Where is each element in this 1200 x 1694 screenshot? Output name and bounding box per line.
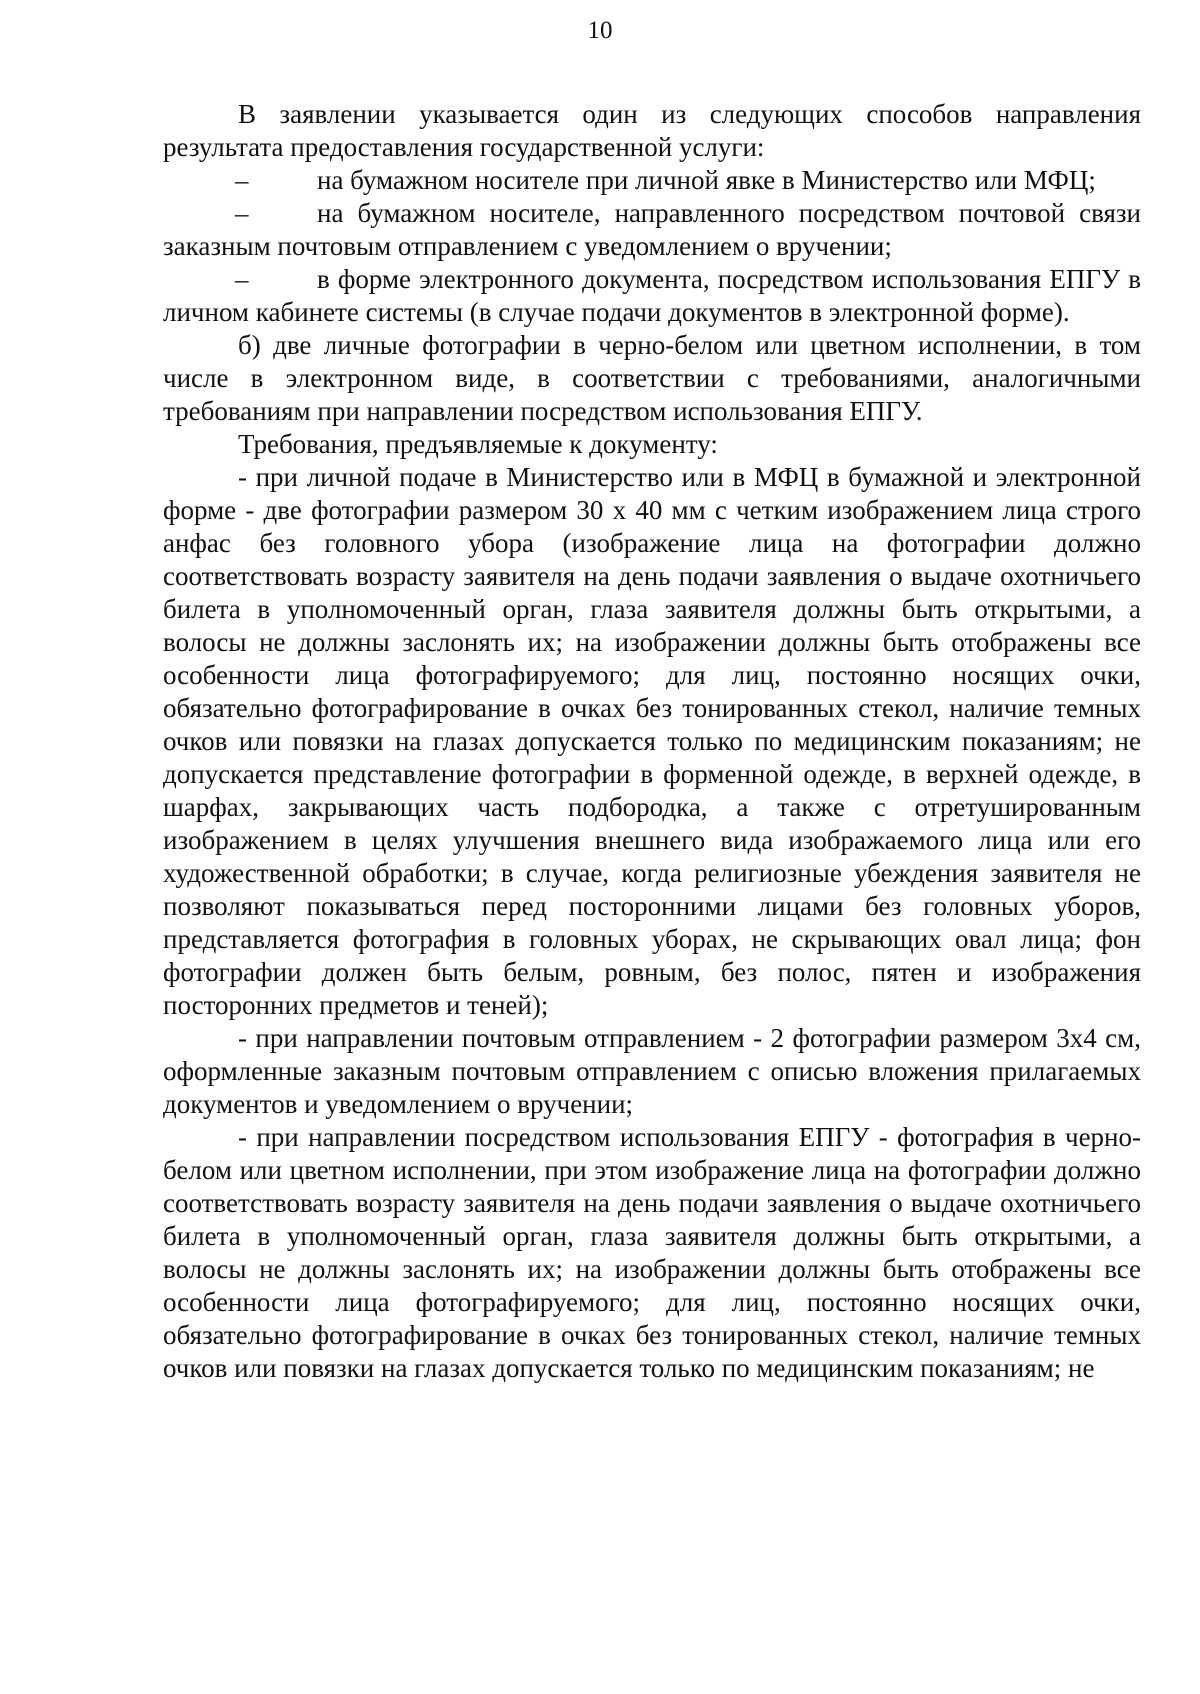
paragraph-in-person-requirements: - при личной подаче в Министерство или в МФЦ в бумажной и электронной форме - две фотографии размером 30 х 40 мм с четким изображением лица строго анфас без головного убора (изображение лица на фотографии должно соответствовать возрасту заявителя на день подачи заявления о выдаче охотничьего билета в уполномоченный орган, глаза заявителя должны быть открытыми, а волосы не должны заслонять их; на изображении должны быть отображены все особенности лица фотографируемого; для лиц, постоянно носящих очки, обязательно фотографирование в очках без тонированных стекол, наличие темных очков или повязки на глазах допускается только по медицинским показаниям; не допускается представление фотографии в форменной одежде, в верхней одежде, в шарфах, закрывающих часть подбородка, а также с отретушированным изображением в целях улучшения внешнего вида изображаемого лица или его художественной обработки; в случае, когда религиозные убеждения заявителя не позволяют показываться перед посторонними лицами без головных уборов, представляется фотография в головных уборах, не скрывающих овал лица; фон фотографии должен быть белым, ровным, без полос, пятен и изображения посторонних предметов и теней); bbox=[163, 462, 1141, 1020]
paragraph-epgu-requirements: - при направлении посредством использования ЕПГУ - фотография в черно-белом или цветном исполнении, при этом изображение лица на фотографии должно соответствовать возрасту заявителя на день подачи заявления о выдаче охотничьего билета в уполномоченный орган, глаза заявителя должны быть открытыми, а волосы не должны заслонять их; на изображении должны быть отображены все особенности лица фотографируемого; для лиц, постоянно носящих очки, обязательно фотографирование в очках без тонированных стекол, наличие темных очков или повязки на глазах допускается только по медицинским показаниям; не bbox=[163, 1122, 1141, 1383]
list-item-text: на бумажном носителе при личной явке в Министерство или МФЦ; bbox=[317, 165, 1096, 195]
dash-marker: – bbox=[235, 264, 249, 294]
list-item-text: в форме электронного документа, посредством использования ЕПГУ в личном кабинете системы (в случае подачи документов в электронной форме). bbox=[163, 264, 1141, 327]
list-item-paper-by-mail bbox=[163, 197, 1141, 263]
list-item-text: на бумажном носителе, направленного посредством почтовой связи заказным почтовым отправлением с уведомлением о вручении; bbox=[163, 198, 1141, 261]
paragraph-requirements-heading: Требования, предъявляемые к документу: bbox=[238, 429, 718, 459]
paragraph-intro: В заявлении указывается один из следующих способов направления результата предоставления государственной услуги: bbox=[163, 99, 1141, 162]
paragraph-photos: б) две личные фотографии в черно-белом или цветном исполнении, в том числе в электронном виде, в соответствии с требованиями, аналогичными требованиям при направлении посредством использования ЕПГУ. bbox=[163, 330, 1141, 426]
document-body bbox=[163, 98, 1141, 1385]
dash-marker: – bbox=[235, 165, 249, 195]
dash-marker: – bbox=[235, 198, 249, 228]
list-item-paper-in-person bbox=[163, 164, 1141, 197]
page-number: 10 bbox=[587, 17, 613, 44]
paragraph-mail-requirements: - при направлении почтовым отправлением - 2 фотографии размером 3х4 см, оформленные заказным почтовым отправлением с описью вложения прилагаемых документов и уведомлением о вручении; bbox=[163, 1023, 1141, 1119]
list-item-electronic bbox=[163, 263, 1141, 329]
